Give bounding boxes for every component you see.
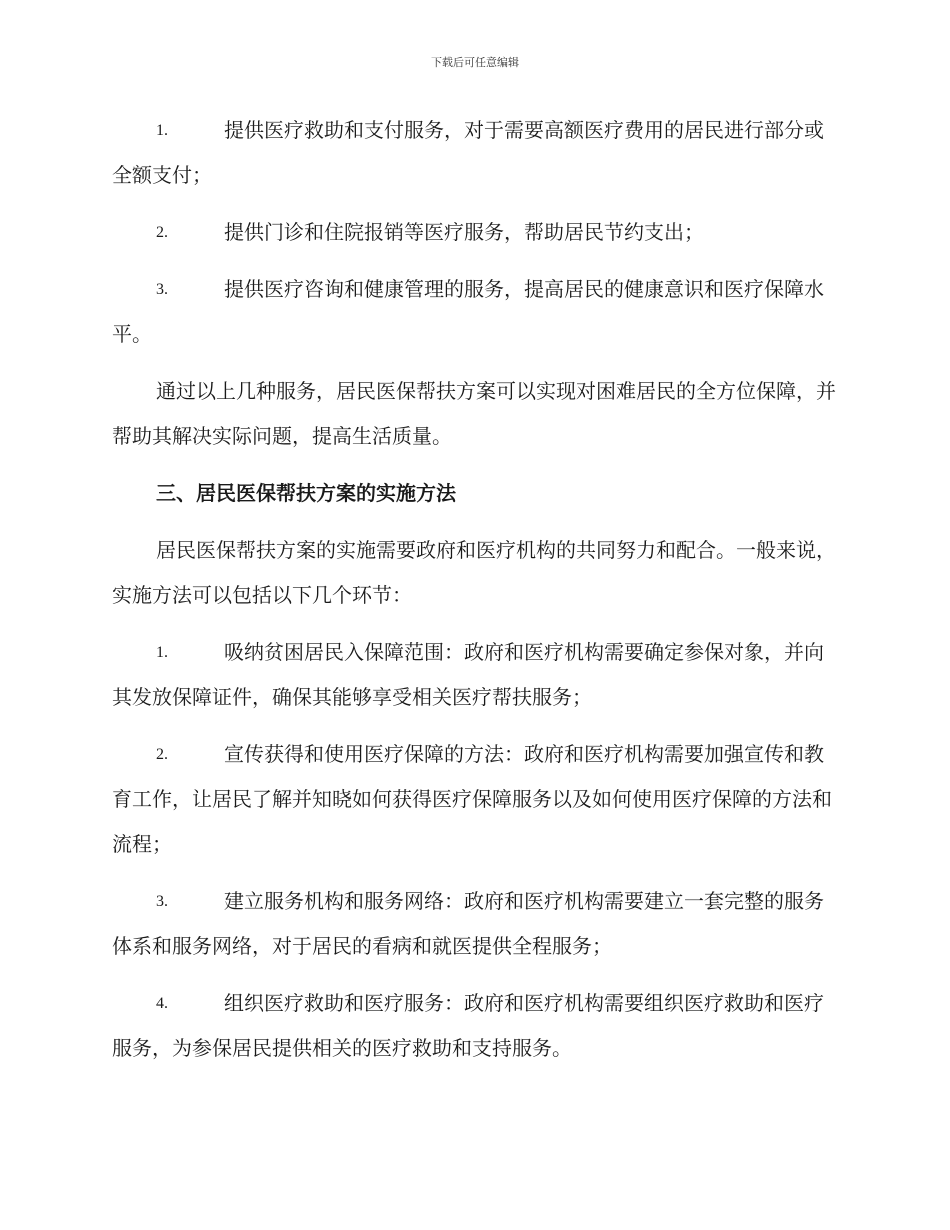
list-text: 提供医疗咨询和健康管理的服务，提高居民的健康意识和医疗保障水平。 (112, 277, 824, 346)
list-number: 1. (156, 644, 168, 661)
list-item (112, 732, 838, 867)
summary-paragraph: 通过以上几种服务，居民医保帮扶方案可以实现对困难居民的全方位保障，并帮助其解决实际问题，提高生活质量。 (112, 379, 836, 448)
list-text: 提供医疗救助和支付服务，对于需要高额医疗费用的居民进行部分或全额支付； (112, 118, 824, 187)
list-text: 组织医疗救助和医疗服务：政府和医疗机构需要组织医疗救助和医疗服务，为参保居民提供相关的医疗救助和支持服务。 (112, 991, 824, 1060)
list-number: 3. (156, 281, 168, 298)
list-number: 3. (156, 893, 168, 910)
list-number: 1. (156, 122, 168, 139)
list-text: 宣传获得和使用医疗保障的方法：政府和医疗机构需要加强宣传和教育工作，让居民了解并知晓如何获得医疗保障服务以及如何使用医疗保障的方法和流程； (112, 742, 832, 856)
list-number: 2. (156, 224, 168, 241)
list-item (112, 210, 838, 255)
list-item (112, 981, 838, 1071)
list-item (112, 879, 838, 969)
list-item (112, 267, 838, 357)
list-text: 建立服务机构和服务网络：政府和医疗机构需要建立一套完整的服务体系和服务网络，对于居民的看病和就医提供全程服务； (112, 889, 824, 958)
page-header: 下载后可任意编辑 (431, 56, 519, 69)
list-number: 4. (156, 995, 168, 1012)
document-body (112, 108, 838, 1083)
list-item (112, 630, 838, 720)
list-item (112, 108, 838, 198)
intro-paragraph: 居民医保帮扶方案的实施需要政府和医疗机构的共同努力和配合。一般来说，实施方法可以包括以下几个环节： (112, 538, 836, 607)
section-heading: 三、居民医保帮扶方案的实施方法 (156, 481, 456, 505)
list-number: 2. (156, 746, 168, 763)
list-text: 提供门诊和住院报销等医疗服务，帮助居民节约支出； (224, 220, 704, 244)
list-text: 吸纳贫困居民入保障范围：政府和医疗机构需要确定参保对象，并向其发放保障证件，确保其能够享受相关医疗帮扶服务； (112, 640, 824, 709)
